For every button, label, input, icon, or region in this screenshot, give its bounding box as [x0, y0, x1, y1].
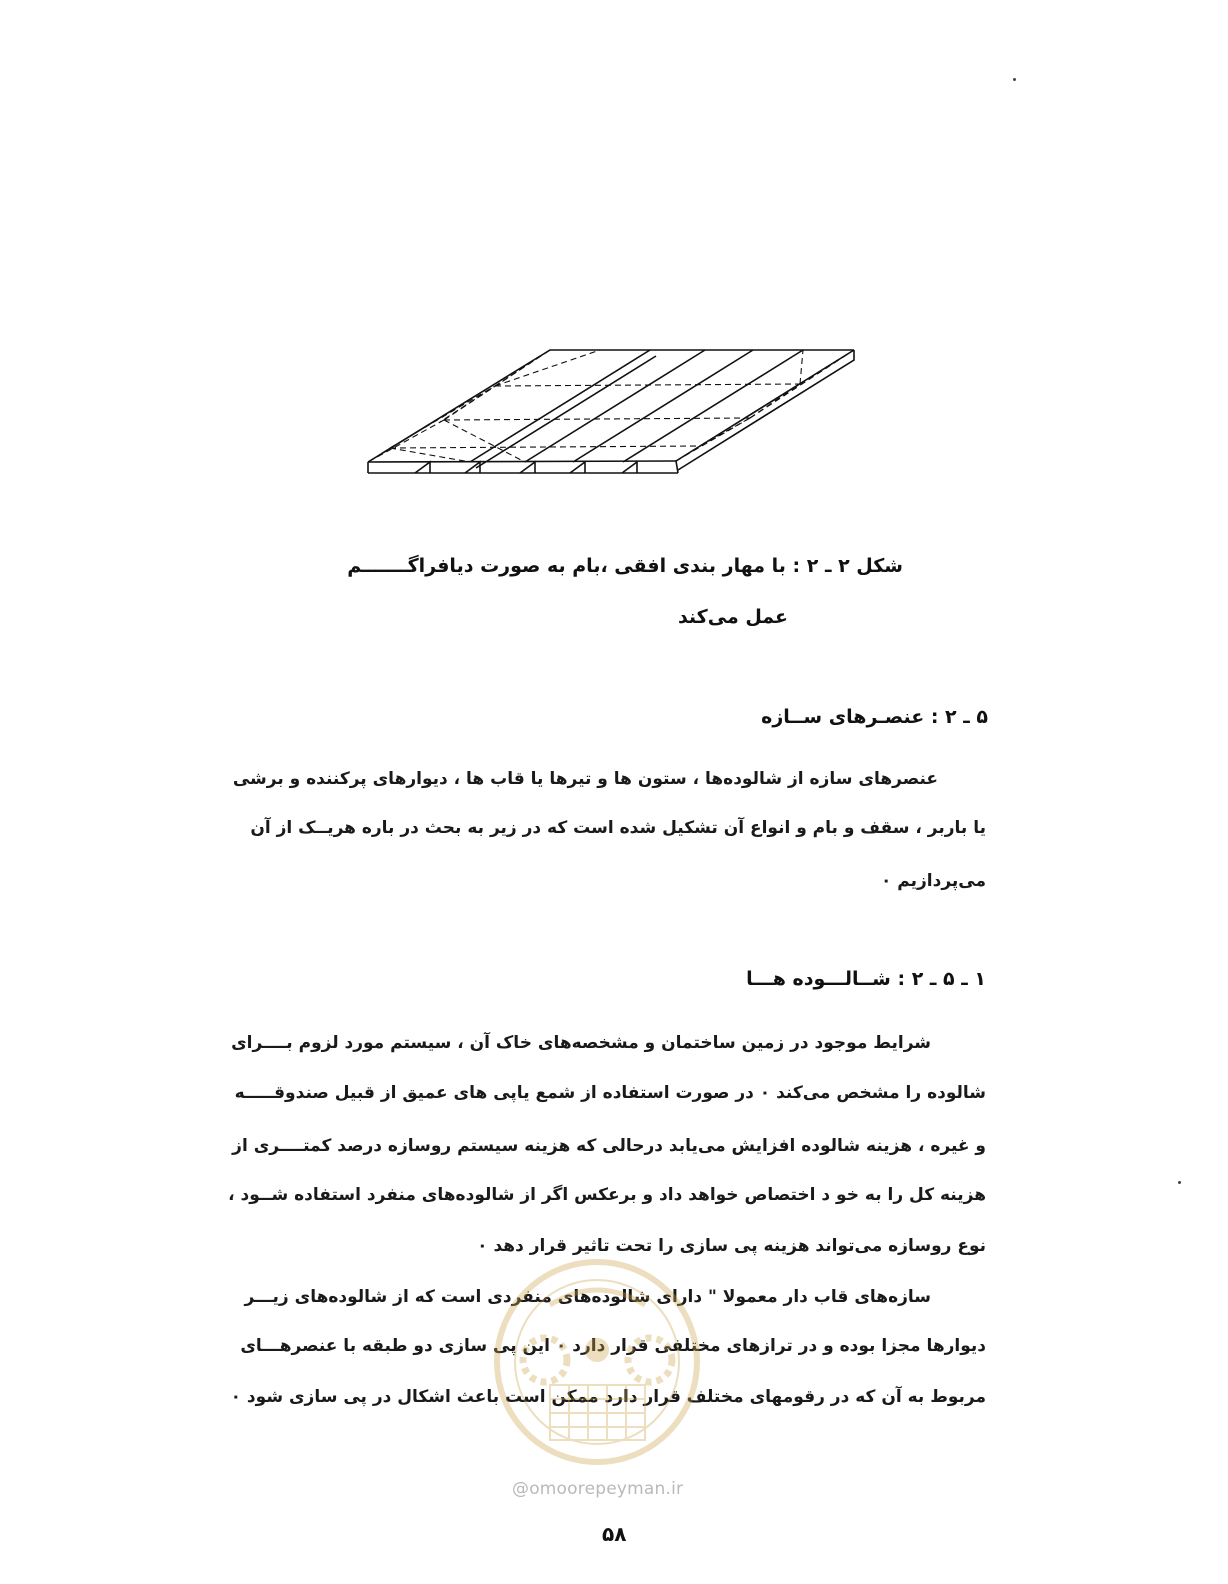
section-heading-foundations: ۱ ـ ۵ ـ ۲ : شــالـــوده هـــا	[746, 968, 986, 990]
paragraph-line: می‌پردازیم ۰	[880, 871, 986, 891]
paragraph-line: شالوده را مشخص می‌کند ۰ در صورت استفاده از شمع یاپی های عمیق از قبیل صندوقـــــه	[234, 1083, 986, 1103]
watermark-seal	[490, 1255, 705, 1470]
paragraph-line: یا باربر ، سقف و بام و انواع آن تشکیل شده است که در زیر به بحث در باره هریــک از آن	[250, 818, 986, 838]
figure-caption-continuation: عمل می‌کند	[677, 606, 788, 628]
scan-dot	[1013, 78, 1016, 81]
watermark-url: @omoorepeyman.ir	[512, 1479, 684, 1499]
paragraph-line: شرایط موجود در زمین ساختمان و مشخصه‌های خاک آن ، سیستم مورد لزوم بــــرای	[231, 1033, 931, 1053]
paragraph-line: دیوارها مجزا بوده و در ترازهای مختلفی قرار دارد ۰ این پی سازی دو طبقه با عنصرهـــای	[240, 1336, 986, 1356]
section-heading-structural-elements: ۵ ـ ۲ : عنصـرهای ســازه	[761, 706, 988, 728]
paragraph-line: هزینه کل را به خو د اختصاص خواهد داد و برعکس اگر از شالوده‌های منفرد استفاده شــود ،	[228, 1185, 986, 1205]
figure-caption: شکل ۲ ـ ۲ : با مهار بندی افقی ،بام به صورت دیافراگـــــــم	[347, 555, 903, 577]
paragraph-line: نوع روسازه می‌تواند هزینه پی سازی را تحت تاثیر قرار دهد ۰	[477, 1236, 986, 1256]
deck-outline	[368, 350, 854, 473]
paragraph-line: سازه‌های قاب دار معمولا " دارای شالوده‌های منفردی است که از شالوده‌های زیـــر	[244, 1287, 931, 1307]
roof-diaphragm-drawing	[360, 340, 865, 485]
page-number: ۵۸	[602, 1522, 627, 1546]
paragraph-line: و غیره ، هزینه شالوده افزایش می‌یابد درحالی که هزینه سیستم روسازه درصد کمتــــری از	[232, 1136, 986, 1156]
paragraph-line: مربوط به آن که در رقومهای مختلف قرار دارد ممکن است باعث اشکال در پی سازی شود ۰	[230, 1387, 986, 1407]
roof-diaphragm-figure	[360, 340, 865, 485]
paragraph-line: عنصرهای سازه از شالوده‌ها ، ستون ها و تیرها یا قاب ها ، دیوارهای پرکننده و برشی	[232, 769, 938, 789]
scan-dot	[1178, 1181, 1181, 1184]
